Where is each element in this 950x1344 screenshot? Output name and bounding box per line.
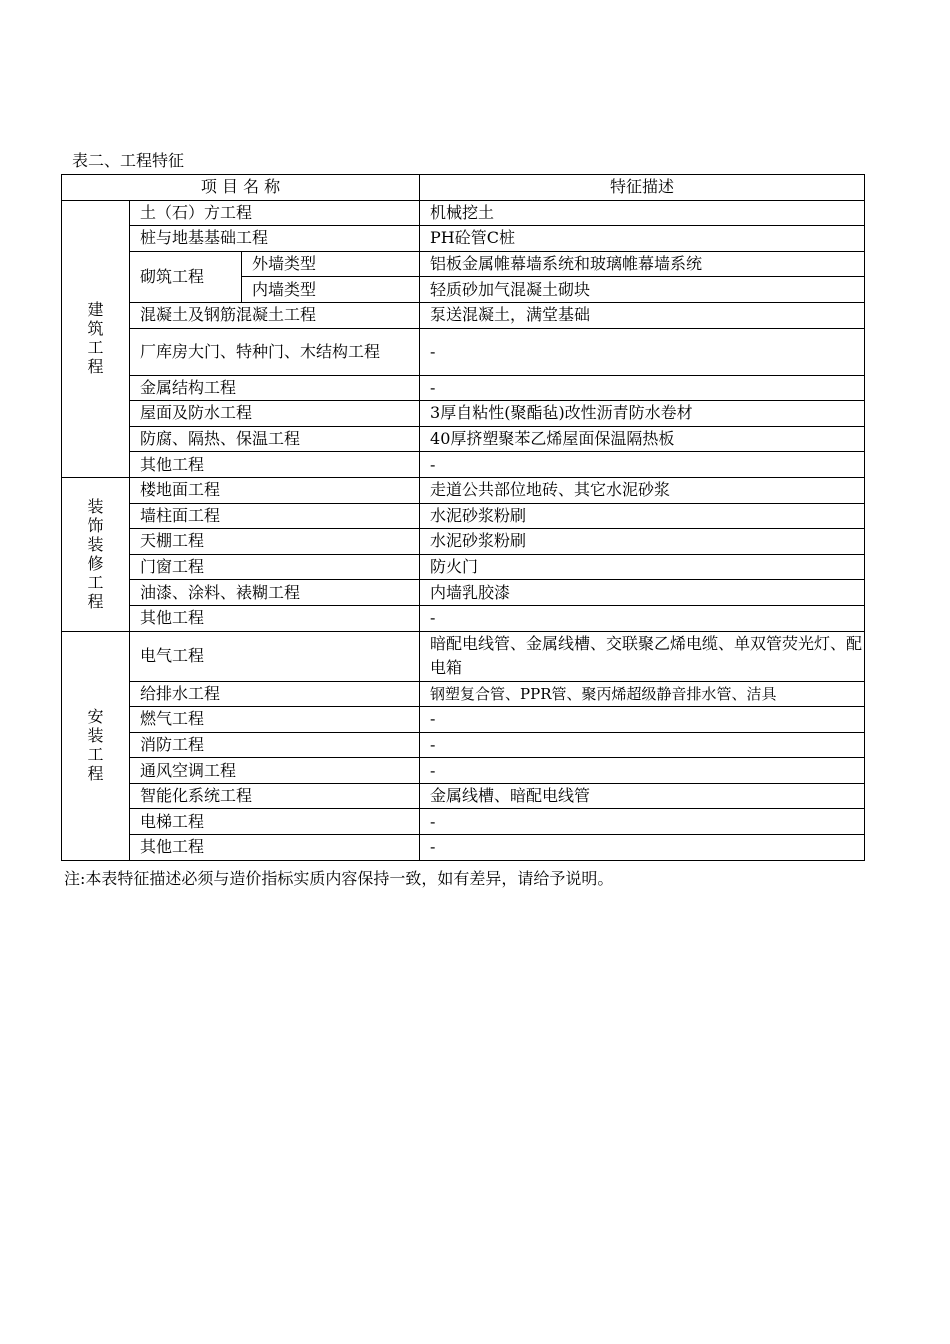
item-name: 楼地面工程 bbox=[130, 477, 420, 503]
table-row bbox=[62, 251, 865, 277]
sub-item-name: 内墙类型 bbox=[242, 277, 420, 303]
table-row bbox=[62, 200, 865, 226]
item-name: 厂库房大门、特种门、木结构工程 bbox=[130, 328, 420, 375]
item-name: 砌筑工程 bbox=[130, 251, 242, 302]
table-row bbox=[62, 783, 865, 809]
item-name: 金属结构工程 bbox=[130, 375, 420, 401]
item-name: 燃气工程 bbox=[130, 707, 420, 733]
item-description: 暗配电线管、金属线槽、交联聚乙烯电缆、单双管荧光灯、配电箱 bbox=[420, 631, 865, 681]
item-name: 屋面及防水工程 bbox=[130, 401, 420, 427]
table-row bbox=[62, 375, 865, 401]
table-header-row bbox=[62, 175, 865, 201]
item-description: 40厚挤塑聚苯乙烯屋面保温隔热板 bbox=[420, 426, 865, 452]
item-name: 油漆、涂料、裱糊工程 bbox=[130, 580, 420, 606]
table-row bbox=[62, 401, 865, 427]
item-description: 机械挖土 bbox=[420, 200, 865, 226]
item-description: - bbox=[420, 328, 865, 375]
item-description: - bbox=[420, 605, 865, 631]
item-description: 钢塑复合管、PPR管、聚丙烯超级静音排水管、洁具 bbox=[420, 681, 865, 707]
item-description: - bbox=[420, 375, 865, 401]
table-row bbox=[62, 529, 865, 555]
item-name: 智能化系统工程 bbox=[130, 783, 420, 809]
header-item-name: 项 目 名 称 bbox=[62, 175, 420, 201]
item-description: 铝板金属帷幕墙系统和玻璃帷幕墙系统 bbox=[420, 251, 865, 277]
item-name: 墙柱面工程 bbox=[130, 503, 420, 529]
item-name: 给排水工程 bbox=[130, 681, 420, 707]
sub-item-name: 外墙类型 bbox=[242, 251, 420, 277]
item-description: - bbox=[420, 758, 865, 784]
table-row bbox=[62, 452, 865, 478]
table-row bbox=[62, 226, 865, 252]
table-row bbox=[62, 302, 865, 328]
table-row bbox=[62, 707, 865, 733]
table-row bbox=[62, 732, 865, 758]
table-row bbox=[62, 477, 865, 503]
table-row bbox=[62, 835, 865, 861]
item-description: 水泥砂浆粉刷 bbox=[420, 529, 865, 555]
item-description: 泵送混凝土，满堂基础 bbox=[420, 302, 865, 328]
table-row bbox=[62, 580, 865, 606]
group-label-installation: 安装工程 bbox=[62, 631, 130, 860]
table-row bbox=[62, 426, 865, 452]
table-row bbox=[62, 758, 865, 784]
item-description: 内墙乳胶漆 bbox=[420, 580, 865, 606]
item-name: 其他工程 bbox=[130, 605, 420, 631]
item-description: - bbox=[420, 835, 865, 861]
item-name: 防腐、隔热、保温工程 bbox=[130, 426, 420, 452]
item-description: - bbox=[420, 809, 865, 835]
item-name: 门窗工程 bbox=[130, 554, 420, 580]
item-name: 电气工程 bbox=[130, 631, 420, 681]
table-footnote: 注:本表特征描述必须与造价指标实质内容保持一致，如有差异，请给予说明。 bbox=[64, 869, 614, 888]
table-row bbox=[62, 809, 865, 835]
item-name: 混凝土及钢筋混凝土工程 bbox=[130, 302, 420, 328]
table-row bbox=[62, 605, 865, 631]
item-name: 桩与地基基础工程 bbox=[130, 226, 420, 252]
table-row bbox=[62, 631, 865, 681]
item-description: PH砼管C桩 bbox=[420, 226, 865, 252]
item-name: 土（石）方工程 bbox=[130, 200, 420, 226]
table-caption: 表二、工程特征 bbox=[72, 151, 185, 170]
group-label-building: 建筑工程 bbox=[62, 200, 130, 477]
item-name: 其他工程 bbox=[130, 452, 420, 478]
item-description: - bbox=[420, 732, 865, 758]
feature-table bbox=[61, 174, 865, 861]
table-row bbox=[62, 503, 865, 529]
item-description: 3厚自粘性(聚酯毡)改性沥青防水卷材 bbox=[420, 401, 865, 427]
item-description: 走道公共部位地砖、其它水泥砂浆 bbox=[420, 477, 865, 503]
item-description: - bbox=[420, 707, 865, 733]
item-name: 通风空调工程 bbox=[130, 758, 420, 784]
item-description: 防火门 bbox=[420, 554, 865, 580]
item-name: 天棚工程 bbox=[130, 529, 420, 555]
item-name: 其他工程 bbox=[130, 835, 420, 861]
item-name: 消防工程 bbox=[130, 732, 420, 758]
item-description: 金属线槽、暗配电线管 bbox=[420, 783, 865, 809]
table-row bbox=[62, 328, 865, 375]
item-description: 水泥砂浆粉刷 bbox=[420, 503, 865, 529]
table-row bbox=[62, 554, 865, 580]
item-description: - bbox=[420, 452, 865, 478]
header-description: 特征描述 bbox=[420, 175, 865, 201]
group-label-decoration: 装饰装修工程 bbox=[62, 477, 130, 631]
table-row bbox=[62, 681, 865, 707]
item-description: 轻质砂加气混凝土砌块 bbox=[420, 277, 865, 303]
item-name: 电梯工程 bbox=[130, 809, 420, 835]
